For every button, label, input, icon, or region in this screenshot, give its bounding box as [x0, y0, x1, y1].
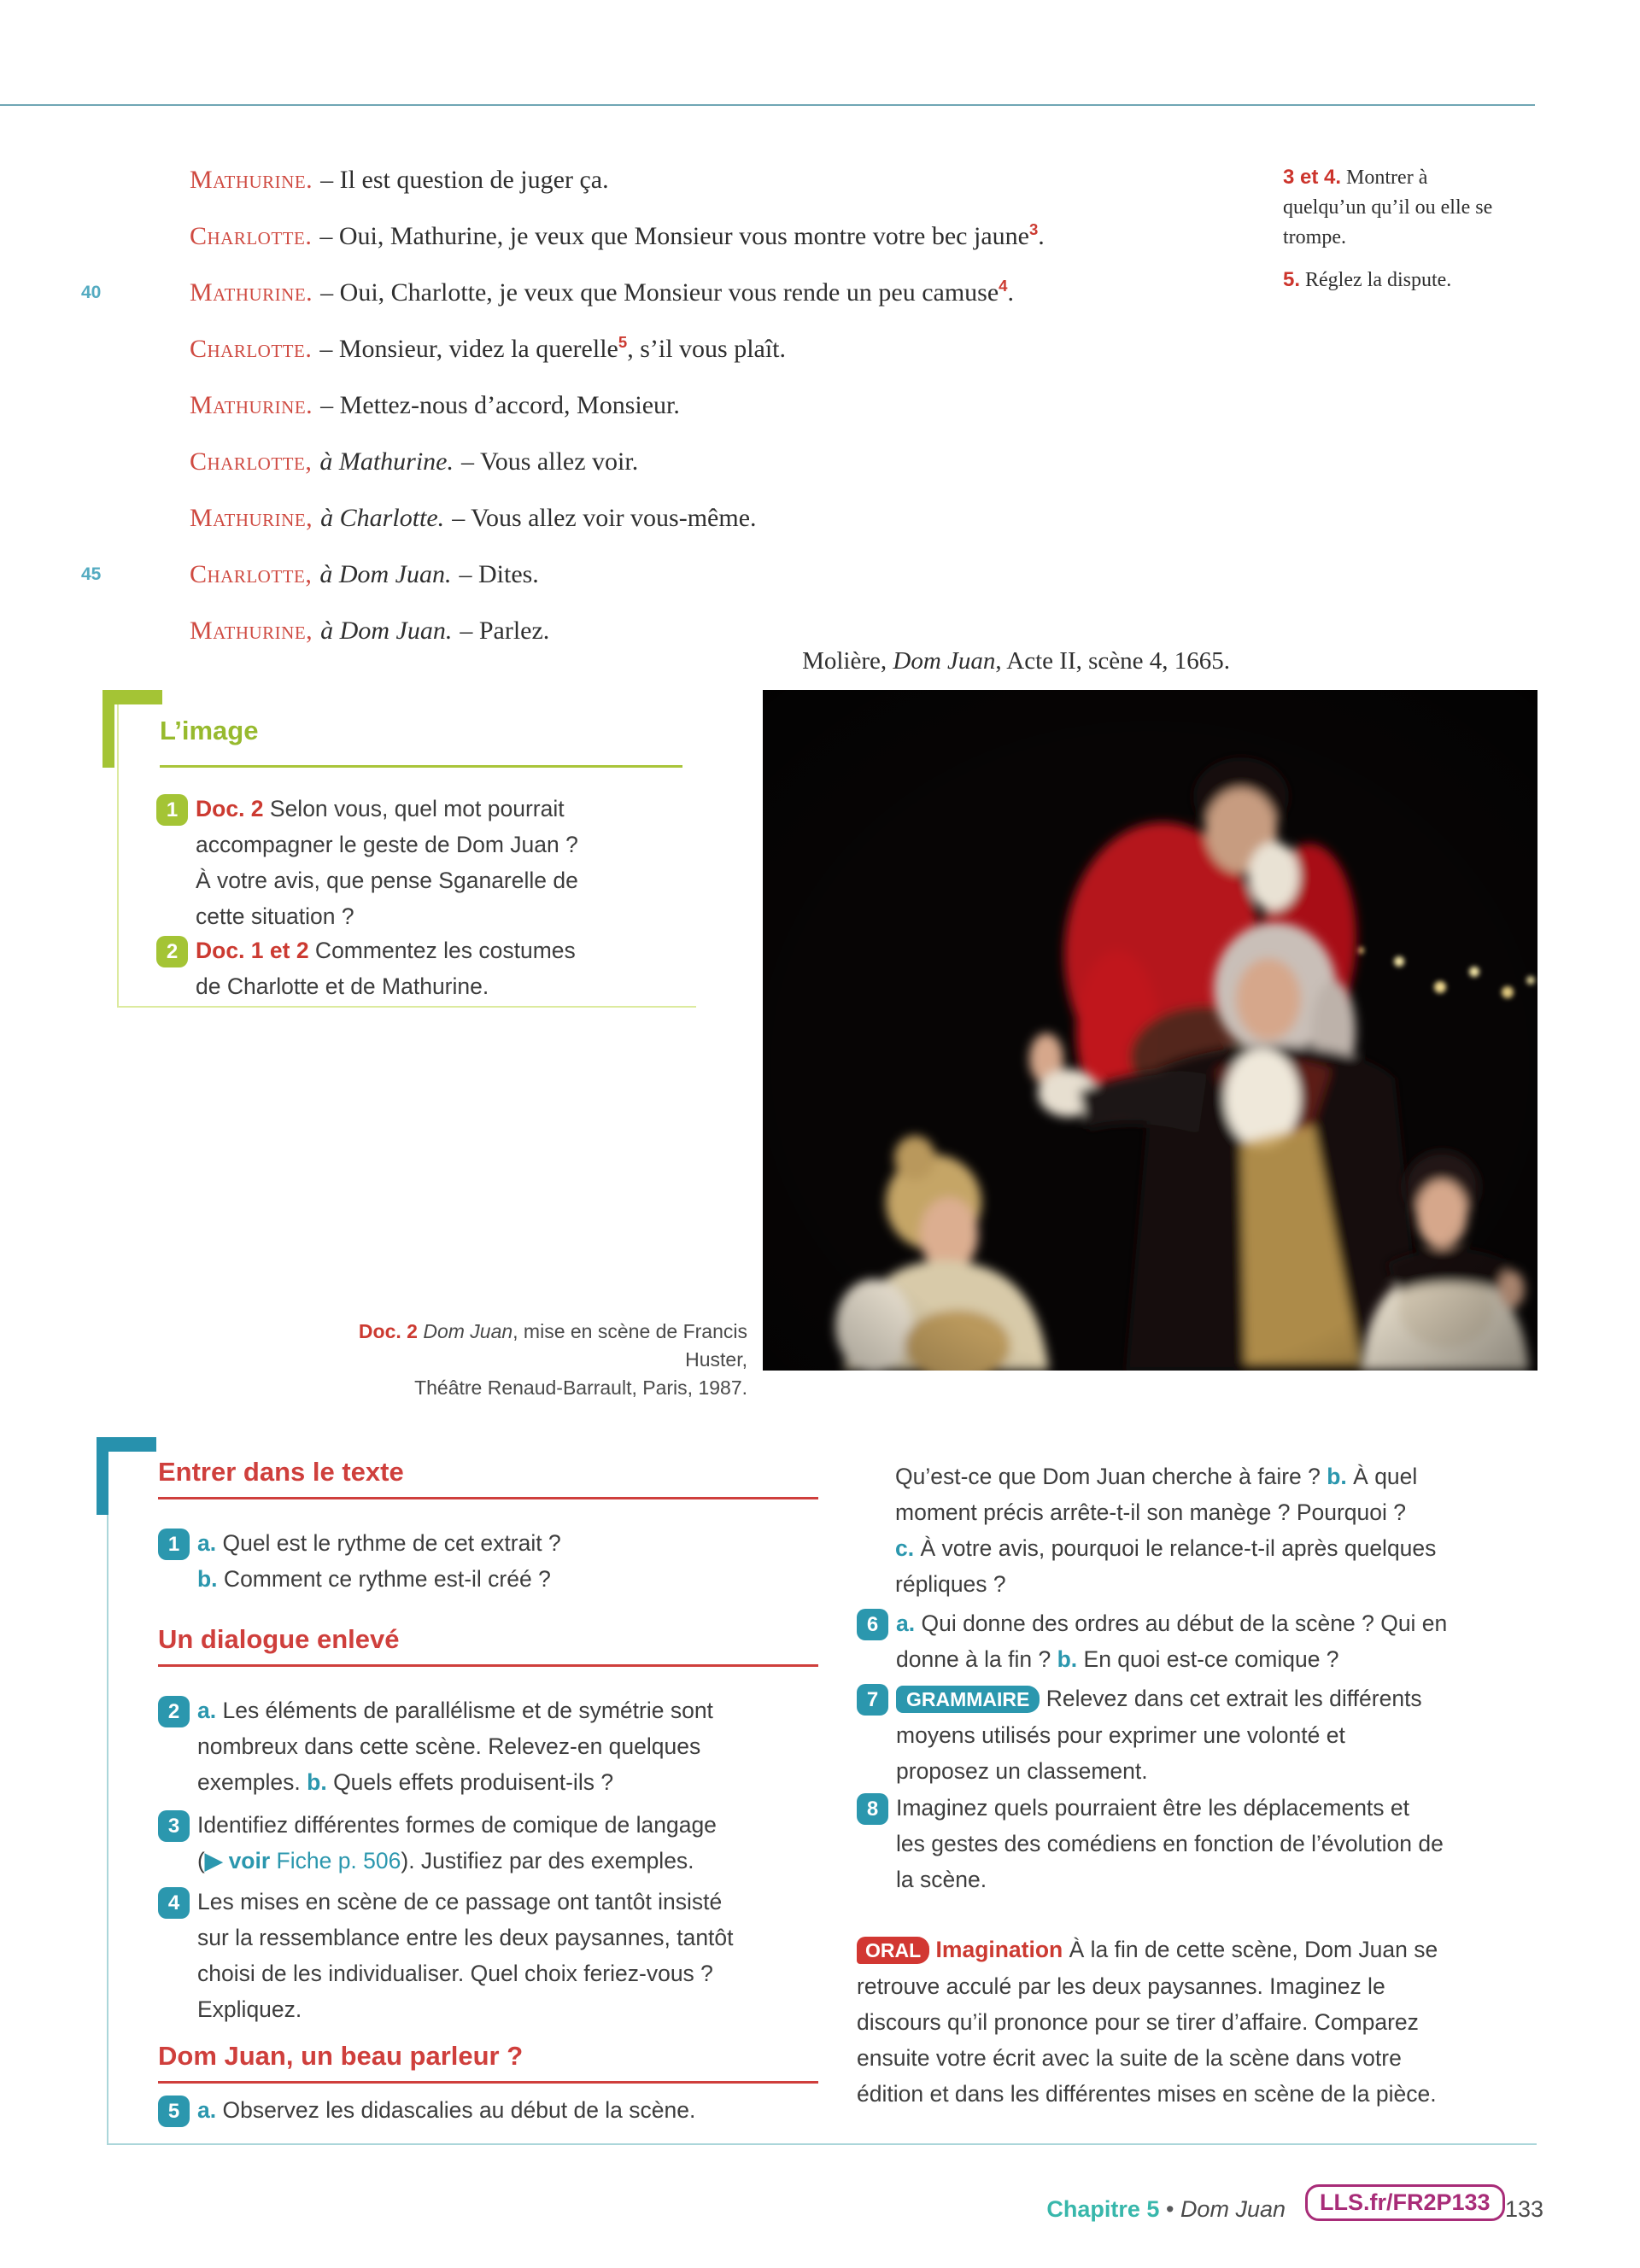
text-segment: accompagner le geste de Dom Juan ? — [196, 832, 578, 857]
text-segment: cette situation ? — [196, 903, 354, 929]
text-segment: c. — [895, 1535, 915, 1561]
dialogue-line — [190, 490, 1283, 547]
text-segment: ensuite votre écrit avec la suite de la scène dans votre — [857, 2045, 1402, 2071]
footer-chapter-info — [897, 2196, 1286, 2223]
dialogue-text — [319, 222, 1044, 250]
speaker-name: Mathurine. — [190, 278, 313, 307]
dialogue-text — [461, 447, 638, 476]
text-segment: Qui donne des ordres au début de la scène ? Qui en — [915, 1610, 1448, 1636]
text-segment: Identifiez différentes formes de comique de langage — [197, 1812, 717, 1838]
text-segment: Fiche p. 506 — [270, 1848, 401, 1873]
dialogue-text — [459, 560, 538, 588]
question-number-badge: 7 — [857, 1684, 888, 1716]
question-text — [896, 1610, 1447, 1672]
text-segment: ( — [197, 1848, 205, 1873]
book-title: Dom Juan — [1180, 2196, 1286, 2222]
speaker-name: Charlotte. — [190, 222, 313, 250]
stage-direction: à Dom Juan. — [320, 617, 453, 645]
text-segment: moment précis arrête-t-il son manège ? Pourquoi ? — [895, 1499, 1407, 1525]
text-segment: b. — [197, 1566, 218, 1592]
question-4 — [158, 1884, 859, 2027]
text-segment: 4 — [999, 277, 1008, 295]
text-segment: , s’il vous plaît. — [627, 335, 787, 363]
text-segment: Réglez la dispute. — [1300, 269, 1452, 291]
image-panel-title: L’image — [160, 716, 259, 745]
text-segment: b. — [1057, 1646, 1078, 1672]
question-3 — [158, 1807, 859, 1879]
heading-rule — [158, 2081, 818, 2084]
text-segment: – Parlez. — [460, 617, 550, 645]
text-segment: En quoi est-ce comique ? — [1077, 1646, 1339, 1672]
text-segment: Dom Juan — [893, 647, 996, 675]
text-segment: 3 et 4. — [1283, 166, 1342, 189]
question-number-badge: 8 — [857, 1793, 888, 1825]
text-segment: la scène. — [896, 1867, 987, 1892]
text-segment: – Vous allez voir. — [460, 447, 639, 476]
image-panel-title-rule — [160, 765, 682, 768]
source-attribution — [190, 647, 1230, 675]
text-segment: . — [1007, 278, 1014, 307]
dialogue-line — [190, 152, 1283, 208]
dialogue-text — [320, 278, 1014, 307]
heading-entrer-dans-le-texte: Entrer dans le texte — [158, 1457, 404, 1487]
text-segment: a. — [197, 1530, 217, 1556]
footer-bullet: • — [1165, 2196, 1174, 2222]
dialogue-line — [190, 321, 1283, 377]
questions-panel-corner-bracket — [97, 1437, 156, 1515]
text-segment: a. — [197, 2097, 217, 2123]
text-segment: – Vous allez voir vous-même. — [452, 504, 757, 532]
text-segment: Expliquez. — [197, 1996, 302, 2022]
text-segment: b. — [1327, 1464, 1347, 1489]
line-number: 45 — [81, 564, 102, 584]
question-text — [197, 1698, 713, 1795]
dialogue-text — [320, 391, 680, 419]
note-3-4 — [1283, 162, 1539, 253]
text-segment: – Monsieur, videz la querelle — [319, 335, 618, 363]
text-segment: a. — [197, 1698, 217, 1723]
speaker-name: Charlotte. — [190, 335, 313, 363]
text-segment: édition et dans les différentes mises en scène de la pièce. — [857, 2081, 1437, 2107]
question-text — [197, 1812, 717, 1873]
text-segment: Doc. 2 — [196, 796, 264, 821]
text-segment: exemples. — [197, 1769, 308, 1795]
speaker-name: Mathurine, — [190, 617, 313, 645]
heading-un-dialogue-enleve: Un dialogue enlevé — [158, 1624, 400, 1654]
text-segment: À la fin de cette scène, Dom Juan se — [1063, 1937, 1438, 1962]
text-segment: À votre avis, pourquoi le relance-t-il après quelques — [914, 1535, 1437, 1561]
text-segment: ▶ voir — [204, 1848, 271, 1873]
text-segment: , mise en scène de Francis Huster, — [512, 1320, 747, 1371]
text-segment: À quel — [1346, 1464, 1418, 1489]
text-segment: Théâtre Renaud-Barrault, Paris, 1987. — [414, 1377, 747, 1399]
text-segment: À votre avis, que pense Sganarelle de — [196, 868, 578, 893]
text-segment: Commentez les costumes — [308, 938, 576, 963]
photo-vignette — [763, 690, 1538, 1371]
question-5 — [158, 2092, 859, 2128]
text-segment: Qu’est-ce que Dom Juan cherche à faire ? — [895, 1464, 1327, 1489]
page-number: 133 — [1505, 2196, 1544, 2222]
text-segment: Relevez dans cet extrait les différents — [1040, 1686, 1422, 1711]
question-2 — [158, 1692, 859, 1800]
text-segment: Quel est le rythme de cet extrait ? — [216, 1530, 561, 1556]
text-segment: proposez un classement. — [896, 1758, 1148, 1784]
text-segment: Les éléments de parallélisme et de symétrie sont — [216, 1698, 713, 1723]
text-segment: retrouve acculé par les deux paysannes. Imaginez le — [857, 1973, 1385, 1999]
text-segment: Imaginez quels pourraient être les déplacements et — [896, 1795, 1410, 1821]
text-segment: de Charlotte et de Mathurine. — [196, 973, 489, 999]
dialogue-line — [190, 208, 1283, 265]
question-number-badge: 6 — [857, 1609, 888, 1640]
question-image-1 — [156, 791, 742, 934]
text-segment: sur la ressemblance entre les deux paysannes, tantôt — [197, 1925, 734, 1950]
text-segment: Doc. 1 et 2 — [196, 938, 309, 963]
question-text — [196, 938, 576, 999]
text-segment: – Mettez-nous d’accord, Monsieur. — [320, 391, 680, 419]
text-segment: trompe. — [1283, 226, 1346, 248]
question-number-badge: 1 — [156, 794, 188, 826]
dialogue-line — [190, 377, 1283, 434]
dialogue-text — [452, 504, 756, 532]
text-segment: 5. — [1283, 268, 1301, 291]
text-segment: Les mises en scène de ce passage ont tantôt insisté — [197, 1889, 723, 1914]
question-number-badge: 5 — [158, 2096, 190, 2127]
text-segment: choisi de les individualiser. Quel choix feriez-vous ? — [197, 1961, 713, 1986]
text-segment: – Dites. — [459, 560, 539, 588]
lls-resource-code[interactable]: LLS.fr/FR2P133 — [1305, 2184, 1505, 2221]
text-segment: donne à la fin ? — [896, 1646, 1057, 1672]
text-segment: Observez les didascalies au début de la scène. — [216, 2097, 696, 2123]
text-segment: Imagination — [929, 1937, 1063, 1962]
text-segment: Montrer à — [1341, 167, 1428, 189]
text-segment: 3 — [1028, 220, 1039, 238]
question-1 — [158, 1525, 859, 1597]
dialogue-line — [81, 265, 1283, 321]
text-segment: – Oui, Mathurine, je veux que Monsieur vous montre votre bec jaune — [319, 222, 1029, 250]
question-number-badge: 2 — [156, 936, 188, 967]
image-panel-corner-bracket — [102, 690, 162, 768]
text-segment: 5 — [618, 333, 628, 351]
question-text — [197, 2097, 695, 2123]
dialogue-line — [81, 547, 1283, 603]
text-segment: discours qu’il prononce pour se tirer d’affaire. Comparez — [857, 2009, 1419, 2035]
question-6 — [857, 1605, 1579, 1677]
question-number-badge: 1 — [158, 1529, 190, 1560]
note-5 — [1283, 265, 1539, 295]
text-segment: Quels effets produisent-ils ? — [326, 1769, 614, 1795]
chapter-label: Chapitre 5 — [1046, 2196, 1160, 2222]
speaker-name: Charlotte, — [190, 447, 313, 476]
speaker-name: Mathurine. — [190, 166, 313, 194]
vocabulary-notes — [1283, 162, 1539, 295]
speaker-name: Mathurine, — [190, 504, 313, 532]
play-excerpt — [81, 152, 1283, 659]
stage-direction: à Charlotte. — [320, 504, 445, 532]
question-7-grammaire — [857, 1681, 1579, 1789]
text-segment: ORAL — [857, 1937, 929, 1964]
question-text — [197, 1530, 561, 1592]
text-segment: Doc. 2 — [358, 1320, 418, 1342]
line-number: 40 — [81, 283, 102, 302]
text-segment: les gestes des comédiens en fonction de l’évolution de — [896, 1831, 1444, 1856]
text-segment: Molière, — [802, 647, 893, 675]
question-text — [896, 1795, 1444, 1892]
text-segment: Selon vous, quel mot pourrait — [263, 796, 565, 821]
top-divider-rule — [0, 104, 1535, 106]
question-number-badge: 2 — [158, 1696, 190, 1727]
dialogue-text — [460, 617, 549, 645]
question-text — [896, 1686, 1422, 1784]
text-segment: Comment ce rythme est-il créé ? — [217, 1566, 551, 1592]
question-5-continued — [895, 1458, 1544, 1602]
text-segment: GRAMMAIRE — [896, 1686, 1040, 1713]
text-segment: nombreux dans cette scène. Relevez-en quelques — [197, 1733, 701, 1759]
text-segment: a. — [896, 1610, 916, 1636]
text-segment: . — [1038, 222, 1045, 250]
photo-caption — [316, 1318, 747, 1402]
heading-dom-juan-beau-parleur: Dom Juan, un beau parleur ? — [158, 2041, 524, 2071]
dialogue-text — [320, 166, 608, 194]
question-text — [196, 796, 578, 929]
text-segment: quelqu’un qu’il ou elle se — [1283, 196, 1493, 219]
oral-imagination-task — [857, 1932, 1544, 2112]
text-segment: Dom Juan — [417, 1320, 513, 1342]
text-segment: – Oui, Charlotte, je veux que Monsieur vous rende un peu camuse — [320, 278, 999, 307]
text-segment: ). Justifiez par des exemples. — [401, 1848, 694, 1873]
text-segment: , Acte II, scène 4, 1665. — [995, 647, 1230, 675]
speaker-name: Charlotte, — [190, 560, 313, 588]
text-segment: répliques ? — [895, 1571, 1006, 1597]
dialogue-line — [190, 434, 1283, 490]
heading-rule — [158, 1497, 818, 1499]
dialogue-text — [319, 335, 786, 363]
heading-rule — [158, 1664, 818, 1667]
text-segment: b. — [307, 1769, 327, 1795]
question-number-badge: 3 — [158, 1810, 190, 1842]
question-image-2 — [156, 932, 742, 1004]
stage-direction: à Dom Juan. — [319, 560, 452, 588]
question-text — [197, 1889, 734, 2022]
question-8 — [857, 1790, 1579, 1897]
stage-photo-graphic — [763, 690, 1538, 1371]
question-number-badge: 4 — [158, 1887, 190, 1919]
text-segment: moyens utilisés pour exprimer une volonté et — [896, 1722, 1345, 1748]
theatre-production-photo — [763, 690, 1538, 1371]
speaker-name: Mathurine. — [190, 391, 313, 419]
text-segment: – Il est question de juger ça. — [320, 166, 609, 194]
stage-direction: à Mathurine. — [319, 447, 454, 476]
